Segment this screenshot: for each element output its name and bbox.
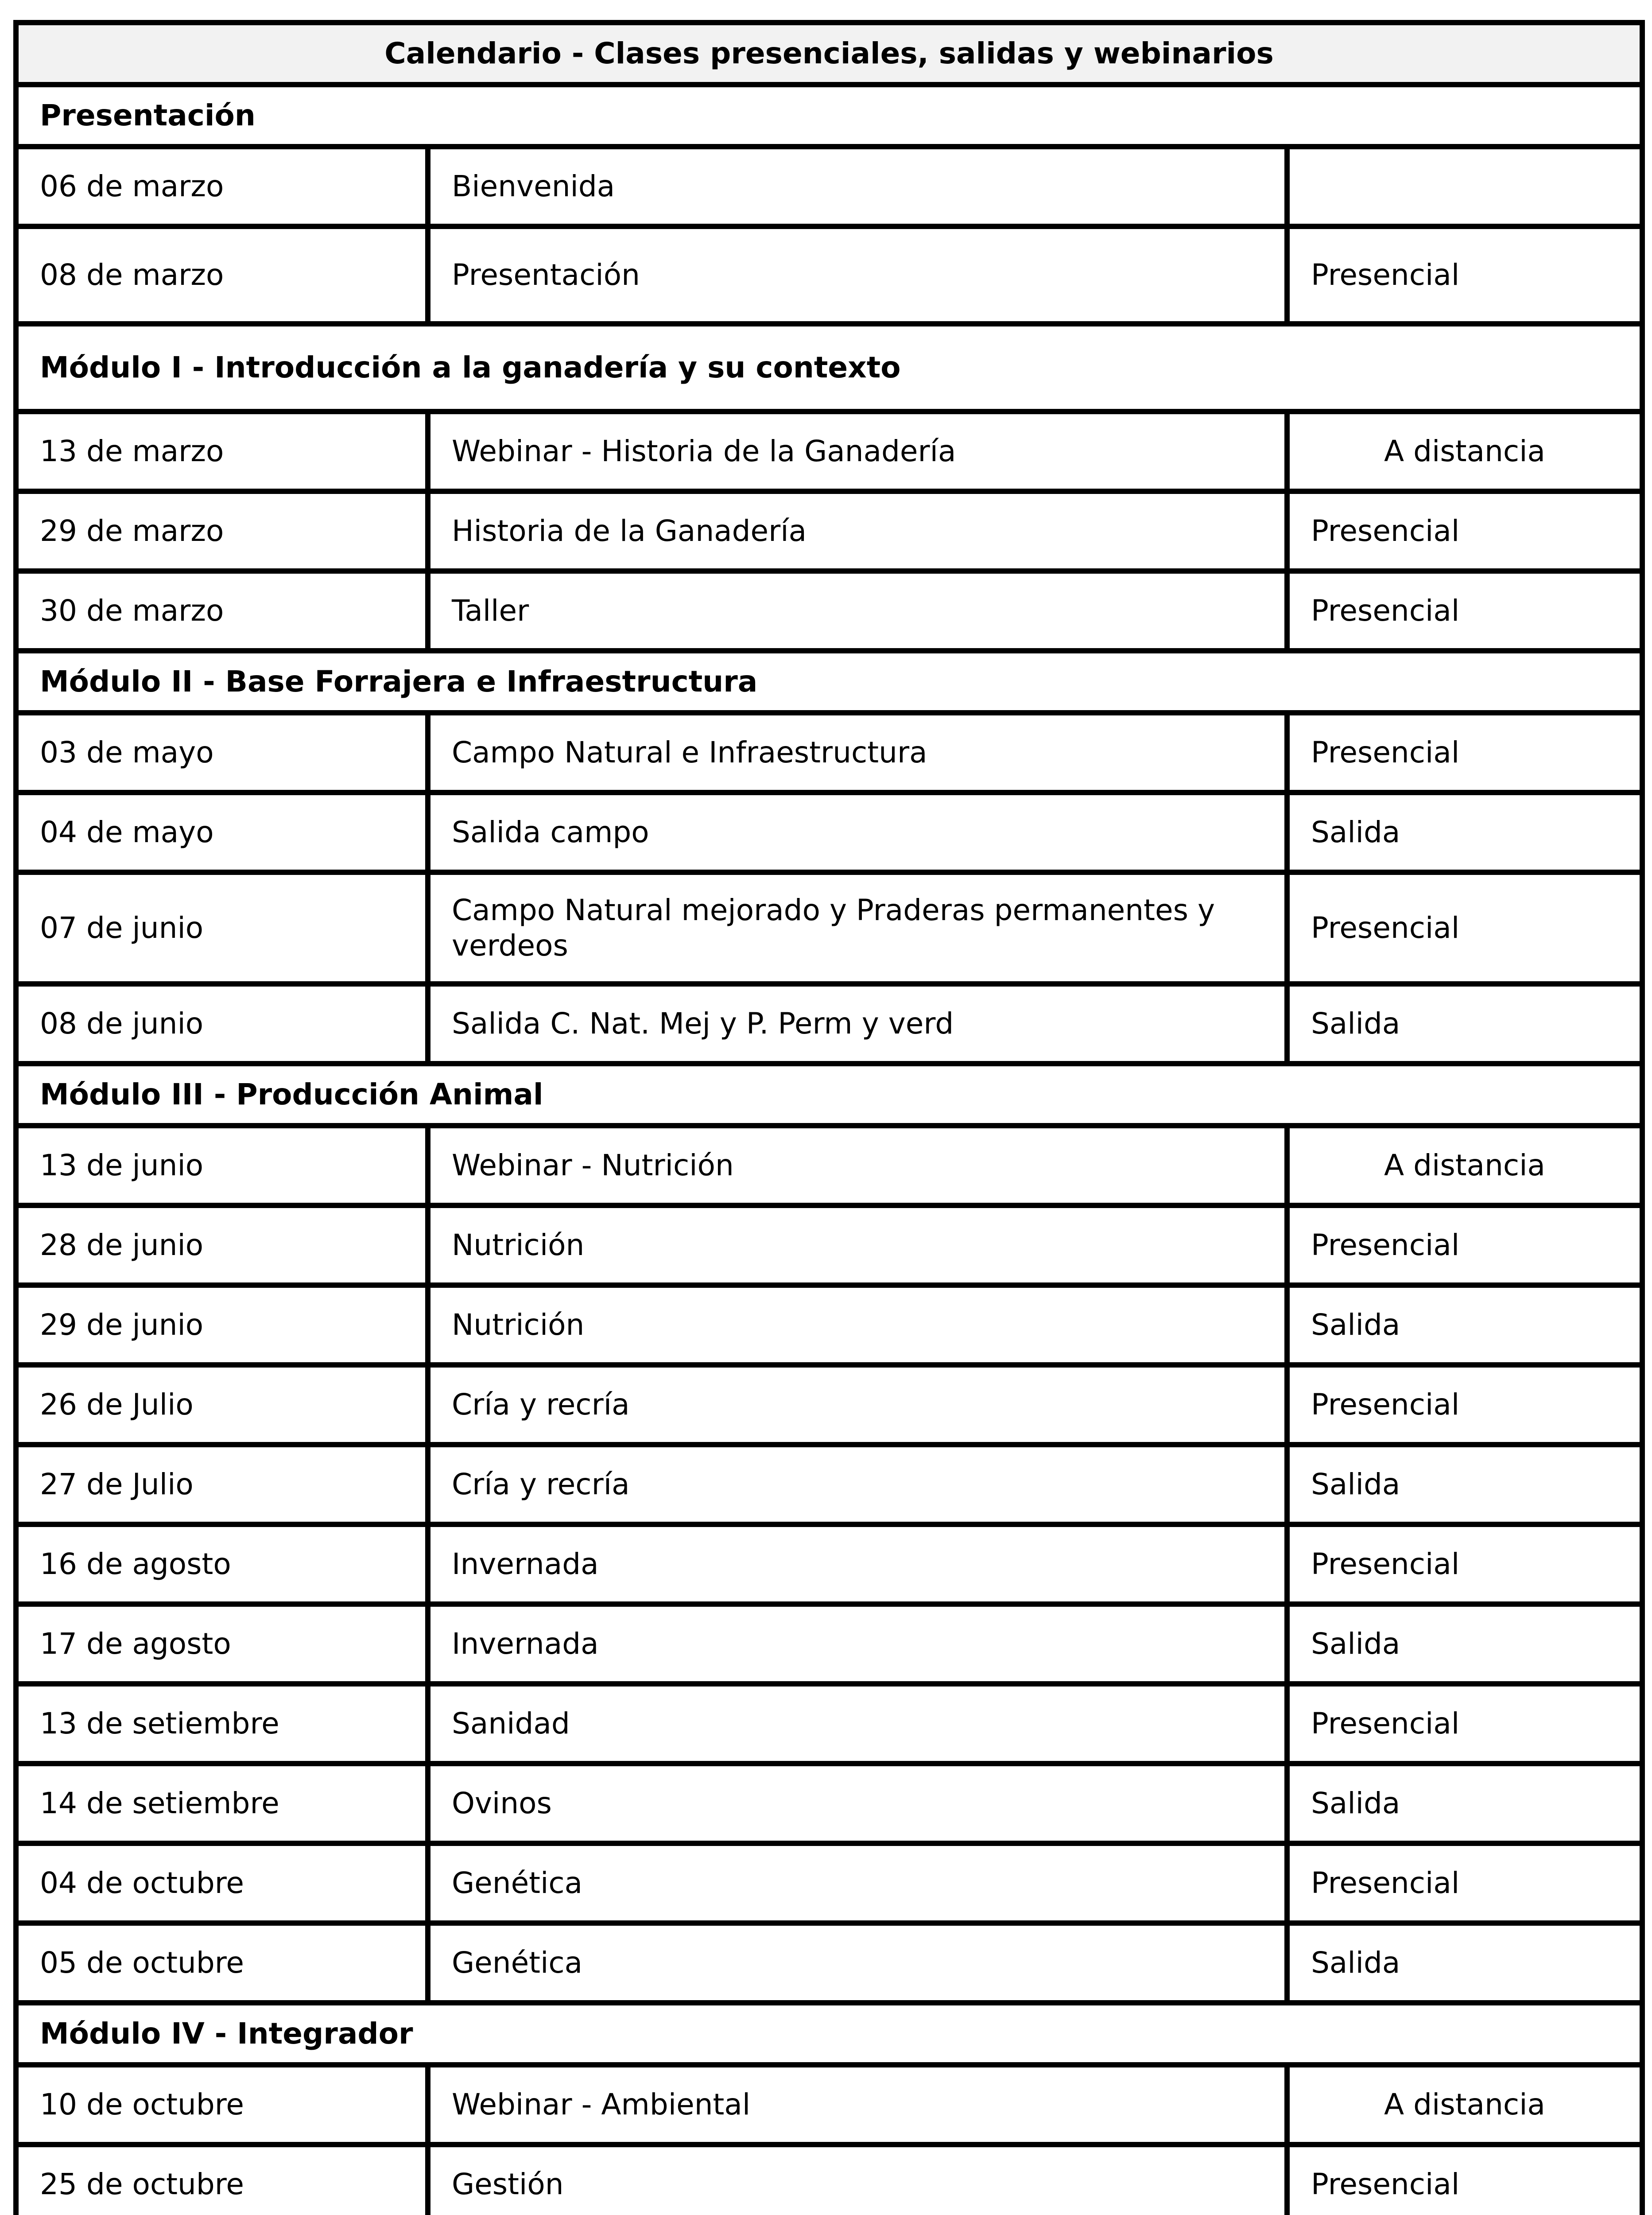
table-row xyxy=(16,1843,1642,1923)
activity-cell: Salida campo xyxy=(428,793,1287,872)
mode-cell: Salida xyxy=(1287,1604,1642,1684)
section-title: Módulo I - Introducción a la ganadería y su contexto xyxy=(16,324,1642,412)
activity-cell: Salida C. Nat. Mej y P. Perm y verd xyxy=(428,984,1287,1064)
mode-cell: Presencial xyxy=(1287,2145,1642,2215)
date-cell: 13 de junio xyxy=(16,1126,428,1205)
section-header-row xyxy=(16,85,1642,147)
activity-cell: Taller xyxy=(428,571,1287,651)
section-header-row xyxy=(16,651,1642,713)
table-row xyxy=(16,1445,1642,1524)
mode-cell: Presencial xyxy=(1287,872,1642,984)
table-row xyxy=(16,1604,1642,1684)
mode-cell: Salida xyxy=(1287,1764,1642,1843)
mode-cell: Presencial xyxy=(1287,713,1642,793)
date-cell: 13 de setiembre xyxy=(16,1684,428,1764)
activity-cell: Invernada xyxy=(428,1524,1287,1604)
table-row xyxy=(16,571,1642,651)
date-cell: 28 de junio xyxy=(16,1205,428,1285)
table-row xyxy=(16,147,1642,226)
mode-cell: Presencial xyxy=(1287,1843,1642,1923)
mode-cell: A distancia xyxy=(1287,1126,1642,1205)
date-cell: 16 de agosto xyxy=(16,1524,428,1604)
section-title: Módulo III - Producción Animal xyxy=(16,1064,1642,1126)
activity-cell: Campo Natural e Infraestructura xyxy=(428,713,1287,793)
table-row xyxy=(16,1205,1642,1285)
mode-cell: Presencial xyxy=(1287,571,1642,651)
section-title: Módulo IV - Integrador xyxy=(16,2003,1642,2065)
date-cell: 06 de marzo xyxy=(16,147,428,226)
activity-cell: Bienvenida xyxy=(428,147,1287,226)
calendar-table-body xyxy=(16,23,1642,2215)
table-row xyxy=(16,1684,1642,1764)
mode-cell: Presencial xyxy=(1287,1684,1642,1764)
date-cell: 04 de mayo xyxy=(16,793,428,872)
activity-cell: Webinar - Historia de la Ganadería xyxy=(428,412,1287,491)
table-row xyxy=(16,1285,1642,1365)
mode-cell: Presencial xyxy=(1287,226,1642,324)
table-row xyxy=(16,793,1642,872)
activity-cell: Nutrición xyxy=(428,1205,1287,1285)
date-cell: 30 de marzo xyxy=(16,571,428,651)
activity-cell: Gestión xyxy=(428,2145,1287,2215)
mode-cell: Salida xyxy=(1287,1285,1642,1365)
date-cell: 04 de octubre xyxy=(16,1843,428,1923)
table-row xyxy=(16,1365,1642,1445)
activity-cell: Cría y recría xyxy=(428,1445,1287,1524)
date-cell: 25 de octubre xyxy=(16,2145,428,2215)
date-cell: 29 de junio xyxy=(16,1285,428,1365)
table-row xyxy=(16,1524,1642,1604)
mode-cell: Salida xyxy=(1287,1923,1642,2003)
page-title: Calendario - Clases presenciales, salidas y webinarios xyxy=(16,23,1642,85)
mode-cell: Salida xyxy=(1287,1445,1642,1524)
table-row xyxy=(16,1923,1642,2003)
date-cell: 27 de Julio xyxy=(16,1445,428,1524)
table-row xyxy=(16,2145,1642,2215)
table-row xyxy=(16,491,1642,571)
date-cell: 10 de octubre xyxy=(16,2065,428,2145)
activity-cell: Webinar - Ambiental xyxy=(428,2065,1287,2145)
table-row xyxy=(16,872,1642,984)
mode-cell: Presencial xyxy=(1287,1524,1642,1604)
date-cell: 05 de octubre xyxy=(16,1923,428,2003)
activity-cell: Historia de la Ganadería xyxy=(428,491,1287,571)
section-header-row xyxy=(16,2003,1642,2065)
mode-cell: A distancia xyxy=(1287,412,1642,491)
date-cell: 17 de agosto xyxy=(16,1604,428,1684)
section-title: Módulo II - Base Forrajera e Infraestructura xyxy=(16,651,1642,713)
date-cell: 07 de junio xyxy=(16,872,428,984)
calendar-table xyxy=(13,20,1645,2215)
table-row xyxy=(16,1764,1642,1843)
table-row xyxy=(16,984,1642,1064)
section-header-row xyxy=(16,1064,1642,1126)
table-row xyxy=(16,2065,1642,2145)
section-title: Presentación xyxy=(16,85,1642,147)
date-cell: 08 de marzo xyxy=(16,226,428,324)
table-row xyxy=(16,713,1642,793)
mode-cell xyxy=(1287,147,1642,226)
section-header-row xyxy=(16,324,1642,412)
mode-cell: Presencial xyxy=(1287,1205,1642,1285)
activity-cell: Cría y recría xyxy=(428,1365,1287,1445)
activity-cell: Webinar - Nutrición xyxy=(428,1126,1287,1205)
title-row xyxy=(16,23,1642,85)
activity-cell: Ovinos xyxy=(428,1764,1287,1843)
table-row xyxy=(16,226,1642,324)
mode-cell: Salida xyxy=(1287,984,1642,1064)
date-cell: 26 de Julio xyxy=(16,1365,428,1445)
mode-cell: Presencial xyxy=(1287,491,1642,571)
activity-cell: Sanidad xyxy=(428,1684,1287,1764)
mode-cell: Salida xyxy=(1287,793,1642,872)
date-cell: 13 de marzo xyxy=(16,412,428,491)
mode-cell: Presencial xyxy=(1287,1365,1642,1445)
date-cell: 29 de marzo xyxy=(16,491,428,571)
date-cell: 08 de junio xyxy=(16,984,428,1064)
table-row xyxy=(16,1126,1642,1205)
activity-cell: Invernada xyxy=(428,1604,1287,1684)
activity-cell: Nutrición xyxy=(428,1285,1287,1365)
activity-cell: Genética xyxy=(428,1843,1287,1923)
mode-cell: A distancia xyxy=(1287,2065,1642,2145)
date-cell: 14 de setiembre xyxy=(16,1764,428,1843)
activity-cell: Genética xyxy=(428,1923,1287,2003)
table-row xyxy=(16,412,1642,491)
activity-cell: Presentación xyxy=(428,226,1287,324)
activity-cell: Campo Natural mejorado y Praderas permanentes y verdeos xyxy=(428,872,1287,984)
date-cell: 03 de mayo xyxy=(16,713,428,793)
